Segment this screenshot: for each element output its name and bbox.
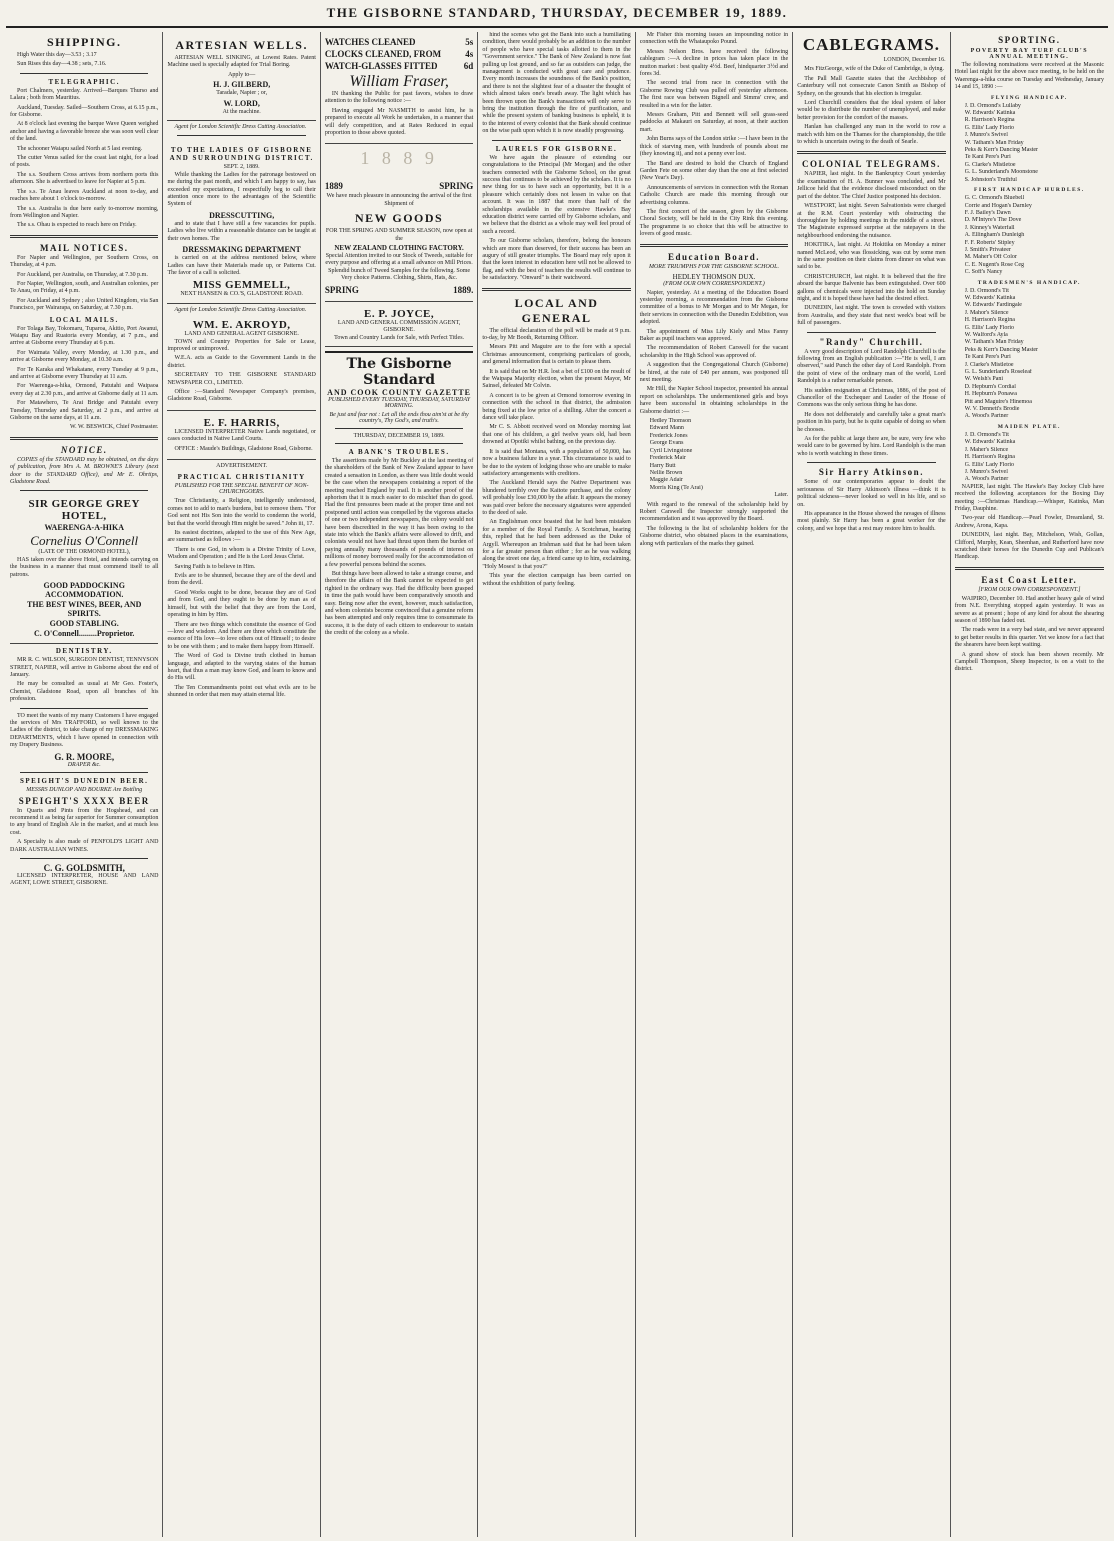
sporting-heading: SPORTING.: [998, 35, 1061, 45]
goldsmith-name: C. G. GOLDSMITH,: [43, 863, 125, 873]
laurels-heading: LAURELS FOR GISBORNE.: [495, 144, 618, 153]
divider: [482, 288, 630, 291]
list-item: J. Munro's Swivel: [964, 468, 1008, 475]
list-item: W. Walford's Ayla: [964, 332, 1008, 338]
column-3: [321, 32, 478, 1537]
article-paragraph: His appearance in the House showed the ravages of illness most plainly. Sir Harry has been a great worker for the colony, and we hope that a rest may restore him to health.: [797, 510, 946, 532]
dateline: LONDON, December 16.: [883, 57, 946, 63]
nomination-list: [965, 432, 1104, 484]
mail-notice: For Waimata Valley, every Monday, at 1.30 p.m., and arrive at Gisborne every Monday, at 10.30 a.m.: [10, 349, 159, 364]
list-item: M. Maher's Off Color: [964, 254, 1017, 261]
list-item: W. V. Dennett's Brodie: [964, 406, 1020, 413]
beer-brand: SPEIGHT'S XXXX BEER: [18, 795, 150, 806]
factory-name: NEW ZEALAND CLOTHING FACTORY.: [334, 244, 464, 253]
akroyd-text: TOWN and Country Properties for Sale or Lease, improved or unimproved.: [167, 338, 316, 352]
list-item: G. Ellis' Lady Florio: [964, 124, 1015, 131]
dressmaking-text: TO meet the wants of my many Customers I have engaged the services of Mrs TRAFFORD, so well known to the Ladies of the district, to take charge of my DRESSMAKING DEPARTMENTS, which I have opened in connection with my Drapery Business.: [10, 712, 159, 749]
article-paragraph: The schooner Waiapu sailed North at 5 last evening.: [17, 145, 143, 152]
lord-subtitle: At the machine.: [222, 108, 261, 115]
list-item: F. F. Roberts' Stipley: [964, 239, 1015, 246]
article-paragraph: Saving Faith is to believe in Him.: [174, 563, 256, 570]
wells-heading: ARTESIAN WELLS.: [175, 38, 308, 52]
list-item: Frederick Jones: [649, 432, 688, 439]
joyce-text: LAND AND GENERAL COMMISSION AGENT, GISBORNE.: [337, 319, 461, 334]
list-item: J. D. Ormond's Tit: [964, 287, 1009, 294]
gilberd-name: H. J. GILBERD,: [213, 80, 271, 90]
list-item: A. Wood's Partner: [964, 413, 1009, 420]
mail-notice: For Napier and Wellington, per Southern Cross, on Thursday, at 4 p.m.: [10, 254, 159, 269]
divider: [20, 708, 148, 709]
list-item: C. Soff's Nancy: [964, 269, 1003, 276]
article-paragraph: The first concert of the season, given by the Gisborne Choral Society, will be held in the City Rink this evening. The programme is so choice that this will be attractive to lovers of good music.: [639, 208, 789, 238]
article-paragraph: A very good description of Lord Randolph Churchill is the following from an English publication :—"He is well, I am observed," said Punch the other day of Lord Randolph. From the point of view of the ordinary man of the world, Lord Randolph is a rather remarkable person.: [797, 348, 946, 385]
dressmaking-dept-text: is carried on at the address mentioned below, where Ladies can have their Materials made up, or Patterns Cut. The favor of a call is solicited.: [167, 255, 316, 276]
divider: [335, 428, 463, 429]
lord-name: W. LORD,: [223, 98, 260, 108]
postmaster-signature: W. W. BESWICK, Chief Postmaster.: [69, 424, 159, 431]
list-item: Cyril Livingstone: [649, 447, 693, 454]
divider: [20, 858, 148, 859]
column-2: [163, 32, 320, 1537]
article-paragraph: The Auckland Herald says the Native Department was blundered terribly over the Kaitote purchase, and the colony will probably lose £30,000 by the affair. It appears the money was paid over before the necessary signatures were appended to the deed of sale.: [482, 480, 631, 516]
publication-days: PUBLISHED EVERY TUESDAY, THURSDAY, SATURDAY MORNING.: [328, 396, 471, 409]
list-item: W. Welsh's Pani: [964, 376, 1004, 383]
akroyd-subtitle: LAND AND GENERAL AGENT GISBORNE.: [184, 331, 299, 338]
list-item: S. Johnston's Truthful: [964, 176, 1017, 183]
list-item: Hedley Thomson: [649, 418, 692, 425]
list-item: Frederick Mair: [649, 455, 686, 462]
article-paragraph: An Englishman once boasted that he had been mistaken for a member of the Royal Family. A Scotchman, hearing this, replied that he had been addressed as the Duke of Argyll. Whereupon an Irishman said that he had been taken for a far greater person than either ; for as he was walking along the street one day, a friend came up to him, exclaiming, "Holy Moses! is that you?": [482, 519, 631, 570]
list-item: George Evans: [649, 440, 684, 447]
colonial-heading: COLONIAL TELEGRAMS.: [801, 159, 941, 170]
article-paragraph: The s.s. Ohau is expected to reach here on Friday.: [17, 222, 137, 229]
ladies-heading: TO THE LADIES OF GISBORNE AND SURROUNDING DISTRICT.: [169, 146, 314, 163]
list-item: Maggie Adair: [649, 477, 683, 484]
turf-club-heading: POVERTY BAY TURF CLUB'S ANNUAL MEETING.: [970, 48, 1089, 60]
nomination-list: [965, 103, 1104, 184]
list-item: Corrie and Hogan's Darnley: [964, 202, 1032, 209]
divider: [807, 332, 935, 333]
education-subtitle: MORE TRIUMPHS FOR THE GISBORNE SCHOOL.: [648, 263, 779, 270]
list-item: W. Edwards' Katinka: [964, 439, 1016, 446]
harris-office: OFFICE : Maude's Buildings, Gladstone Road, Gisborne.: [174, 445, 313, 452]
mail-notice: For Auckland and Sydney ; also United Kingdom, via San Francisco, per Wairarapa, on Saturday, at 7.30 p.m.: [10, 297, 159, 312]
clothing-subtitle: FOR THE SPRING AND SUMMER SEASON, now open at the: [325, 228, 473, 242]
list-item: H. Hepburn's Ponawa: [964, 391, 1017, 398]
list-item: J. Kinney's Waterfall: [964, 224, 1015, 231]
goldsmith-text: LICENSED INTERPRETER, HOUSE AND LAND AGENT, LOWE STREET, GISBORNE.: [10, 873, 159, 887]
article-paragraph: John Burns says of the London strike :—I have been in the thick of starving men, with hundreds of pounds about me (they knowing it), and not a penny ever lost.: [639, 136, 789, 158]
list-item: J. Maher's Silence: [964, 446, 1009, 453]
spring-year: 1889: [324, 181, 343, 192]
column-area: [6, 28, 1108, 1537]
akroyd-name: WM. E. AKROYD,: [192, 319, 291, 332]
hotel-line: THE BEST WINES, BEER, AND SPIRITS.: [27, 600, 142, 619]
page-masthead: THE GISBORNE STANDARD, THURSDAY, DECEMBER 19, 1889.: [6, 0, 1108, 28]
article-paragraph: WAIPIRO, December 10. Had another heavy gale of wind from N.E. Everything stopped again yesterday. It was as severe as at present ; hope of any kind for about the shearing season of 1890 has faded out.: [954, 595, 1105, 624]
mail-notice: For Napier, Wellington, south, and Australian colonies, per Te Anau, on Friday, at 4 p.m.: [10, 280, 159, 295]
gemmell-address: NEXT HANSEN & CO.'S, GLADSTONE ROAD.: [180, 291, 303, 298]
hotel-text: HAS taken over the above Hotel, and intends carrying on the business in a manner that must commend itself to all patrons.: [10, 556, 159, 578]
divider: [20, 73, 148, 74]
article-paragraph: There is one God, in whom is a Divine Trinity of Love, Wisdom and Operation ; and He is the Lord Jesus Christ.: [167, 546, 316, 561]
article-paragraph: The Word of God is Divine truth clothed in human language, and adapted to the varying states of the human heart, that thus a man may know God, and learn to know and do His will.: [167, 653, 316, 682]
article-paragraph: Announcements of services in connection with the Roman Catholic Church are made this morning through our advertising columns.: [639, 184, 789, 206]
spring-word: SPRING: [324, 284, 359, 295]
harris-text: LICENSED INTERPRETER Native Lands negotiated, or cases conducted in Native Land Courts.: [167, 428, 316, 443]
race-heading: TRADESMEN'S HANDICAP.: [977, 279, 1081, 286]
beer-subtitle: MESSRS DUNLOP AND BOURKE Are Bottling: [26, 786, 143, 793]
mail-notice: For Waerenga-a-hika, Ormond, Patutahi and Waipaoa every day at 2.30 p.m., and arrive at Gisborne daily at 11 a.m.: [10, 383, 159, 397]
article-paragraph: It is said that Montana, with a population of 50,000, has now a business failure in a year. This circumstance is said to be due to the system of lodging those who are unable to make satisfactory arrangements with creditors.: [482, 448, 631, 477]
faded-stamp: 1 8 8 9: [360, 148, 438, 169]
list-item: Peks & Kerr's Dancing Master: [964, 147, 1039, 154]
mail-heading: MAIL NOTICES.: [39, 242, 129, 253]
akroyd-secretary: SECRETARY TO THE GISBORNE STANDARD NEWSPAPER CO., LIMITED.: [167, 372, 316, 386]
article-paragraph: The official declaration of the poll will be made at 9 p.m. to-day, by Mr Booth, Returning Officer.: [482, 327, 631, 341]
article-paragraph: The recommendation of Robert Carswell for the vacant scholarship in the High School was approved of.: [639, 345, 789, 359]
notice-text: COPIES of the STANDARD may be obtained, on the days of publication, from Mrs A. M. BROWNE'S Library (next door to the STANDARD Office), and Mr E. Ohrtips, Gladstone Road.: [10, 456, 159, 486]
gilberd-subtitle: Taradale, Napier ; or,: [216, 90, 268, 97]
hotel-owner: Cornelius O'Connell: [30, 533, 139, 549]
hotel-advert: [10, 495, 158, 644]
column-5: [636, 32, 793, 1537]
divider: [797, 151, 945, 154]
article-paragraph: Messrs Graham, Pitt and Bennett will sell grass-seed paddocks at Makauri on Saturday, at noon, at their auction mart.: [639, 112, 789, 133]
column-7: [951, 32, 1108, 1537]
hotel-line: GOOD PADDOCKING ACCOMMODATION.: [43, 581, 125, 600]
sun-line: Sun Rises this day—4.38 ; sets, 7.16.: [17, 61, 107, 68]
list-item: Harry Butt: [649, 462, 676, 469]
price-item: CLOCKS CLEANED, FROM: [324, 49, 442, 59]
clothing-text: Special Attention invited to our Stock of Tweeds, suitable for every purpose and offering at a small advance on Mill Prices. Splendid bunch of Tweed Samples for the following. Some Very choice Patterns. Clothing, Shirts, Hats, &c.: [325, 253, 473, 282]
list-item: Te Kani Pere's Puri: [964, 154, 1011, 161]
article-paragraph: Hanlan has challenged any man in the world to row a match with him on the Thames for the championship, the title to which is uncertain owing to the death of Searle.: [797, 124, 946, 146]
christianity-subtitle: PUBLISHED FOR THE SPECIAL BENEFIT OF NON-CHURCHGOERS.: [174, 483, 309, 496]
dresscutting-advert: [167, 140, 315, 303]
article-paragraph: NAPIER, last night. The Hawke's Bay Jockey Club have received the following acceptances for the Boxing Day meeting :—Christmas Handicap.—Whisper, Katinka, Man Friday, Dauphine.: [954, 483, 1105, 512]
akroyd-office: Office :—Standard Newspaper Company's premises, Gladstone Road, Gisborne.: [167, 388, 316, 403]
price-row: [325, 61, 473, 71]
divider: [177, 135, 305, 136]
fraser-text: IN thanking the Public for past favors, wishes to draw attention to the following notice :—: [324, 91, 474, 105]
list-item: J. D. Ormond's Lullaby: [964, 102, 1021, 109]
cablegrams-heading: CABLEGRAMS.: [802, 35, 940, 54]
article-paragraph: The s.s. Australia is due here early to-morrow morning, from Wellington and Napier.: [10, 205, 159, 219]
article-paragraph: He does not deliberately and carefully take a great man's position in his party, but he is quite capable of doing so when he chooses.: [797, 411, 946, 433]
race-heading: MAIDEN PLATE.: [997, 423, 1061, 430]
list-item: W. Edwards' Katinka: [964, 110, 1016, 117]
mail-notice: For Te Karaka and Whakatane, every Tuesday at 9 p.m., and arrive at Gisborne every Thursday at 11 a.m.: [10, 366, 159, 380]
ladies-date: SEPT. 2, 1889.: [223, 164, 260, 171]
divider: [335, 443, 463, 444]
harris-name: E. F. HARRIS,: [203, 416, 280, 429]
dux-name: HEDLEY THOMSON DUX.: [672, 272, 756, 281]
moore-name: G. R. MOORE,: [54, 751, 115, 762]
scholarship-list: [650, 418, 788, 492]
article-paragraph: HOKITIKA, last night. At Hokitika on Monday a miner named McLeod, who was flossicking, was cut by some men in the same position on their claims from dinner on what was said to be.: [797, 242, 946, 271]
list-item: W. Edwards' Katinka: [964, 294, 1016, 301]
article-paragraph: The second trial from race in connection with the Gisborne Rowing Club was pulled off yesterday afternoon. The first race was between Bignell and Simms' crew, and resulted in a win for the latter.: [639, 80, 789, 109]
article-paragraph: WESTPORT, last night. Seven Salvationists were charged at the R.M. Court yesterday with obstructing the thoroughfare by holding meetings in the middle of a street. The Magistrate expressed surprise at the ratepayers in the neighbourhood endorsing the nuisance.: [797, 203, 946, 239]
price-row: [325, 49, 473, 59]
wells-apply: Apply to—: [228, 71, 256, 78]
divider: [492, 140, 620, 141]
race-heading: FLYING HANDICAP.: [990, 94, 1068, 101]
column-6: [793, 32, 950, 1537]
akroyd-text: W.E.A. acts as Guide to the Government Lands in the district.: [167, 355, 316, 369]
article-paragraph: Some of our contemporaries appear to doubt the seriousness of Sir Harry Atkinson's illness —think it is political sickness—never looked so well in his life, and so on.: [797, 479, 946, 508]
local-mails-heading: LOCAL MAILS.: [49, 315, 119, 324]
education-heading: Education Board.: [667, 251, 760, 262]
christianity-heading: PRACTICAL CHRISTIANITY: [177, 473, 306, 482]
atkinson-heading: Sir Harry Atkinson.: [818, 467, 924, 478]
article-paragraph: Its easiest doctrines, adapted to the use of this New Age, are summarised as follows :—: [167, 530, 316, 544]
article-paragraph: CHRISTCHURCH, last night. It is believed that the fire aboard the barque Balvenie has been extinguished. Over 600 gallons of chemicals were injected into the hold on Sunday night, and it is hoped these have had the desired effect.: [797, 273, 946, 302]
list-item: A. Wood's Partner: [964, 476, 1009, 483]
spring-row: [325, 285, 473, 295]
article-paragraph: Messrs Pitt and Maguire are to the fore with a special Christmas announcement, comprising particulars of goods, and general information that is certain to please them.: [482, 344, 631, 366]
list-item: G. Clarke's Mistletoe: [964, 161, 1016, 168]
article-paragraph: DUNEDIN, last night. Bay, Mitchelson, Wish, Gollan, Clifford, Murphy, Kean, Sheenhan, and Rutherford have now scratched their horses for the Dunedin Cup and Publican's Handicap.: [954, 532, 1105, 561]
dresscutting-title: DRESSCUTTING,: [209, 210, 275, 220]
price-item: WATCHES CLEANED: [324, 37, 416, 47]
correspondent-line: [FROM OUR OWN CORRESPONDENT.]: [978, 586, 1081, 593]
article-paragraph: A suggestion that the Congregational Church (Gisborne) be hired, at the rate of £40 per annum, was postponed till next meeting.: [639, 362, 789, 384]
paper-motto: Be just and fear not : Let all the ends thou aim'st at be thy country's, Thy God's, and truth's.: [329, 411, 469, 424]
article-paragraph: There are two things which constitute the essence of God—love and wisdom. And there are three which constitute the essence of His love—to love others out of Himself ; to desire to be one with them ; and to make them happy from Himself.: [167, 621, 316, 650]
article-paragraph: His sudden resignation at Christmas, 1886, of the post of Chancellor of the Exchequer and Leader of the House of Commons was the only serious thing he has done.: [797, 387, 946, 409]
wells-advert: [167, 32, 315, 121]
article-paragraph: True Christianity, a Religion, intelligently understood, comes not to add to man's burdens, but to remove them. "For God sent not His Son into the world to condemn the world, but that the world through Him might be saved." John iii, 17.: [167, 498, 316, 527]
telegraphic-heading: TELEGRAPHIC.: [48, 77, 120, 86]
watch-advert: [325, 32, 473, 144]
article-paragraph: The s.s. Te Anau leaves Auckland at noon to-day, and reaches here about 1 o'clock to-morrow.: [10, 188, 159, 203]
list-item: H. Harrison's Regina: [964, 317, 1015, 324]
hotel-place: WAERENGA-A-HIKA: [44, 523, 124, 533]
dentist-text: He may be consulted as usual at Mr Geo. Foster's, Chemist, Gladstone Road, upon all branches of his profession.: [10, 681, 159, 703]
article-paragraph: Messrs Nelson Bros. have received the following cablegram :—A decline in prices has taken place in the mutton market : best quality 4½d. Beef, hindquarter 3½d and fores 3d.: [639, 48, 789, 78]
list-item: G. L. Sunderland's Moonstone: [964, 169, 1038, 176]
new-goods-title: NEW GOODS: [354, 211, 444, 226]
price-item: WATCH-GLASSES FITTED: [324, 61, 438, 71]
price-value: 4s: [465, 49, 474, 59]
list-item: Te Kani Pere's Puri: [964, 354, 1011, 361]
hotel-subtitle: (LATE OF THE ORMOND HOTEL),: [38, 549, 131, 556]
article-paragraph: A grand show of stock has been shown recently. Mr Campbell Thompson, Sheep Inspector, is on a visit to the district.: [954, 651, 1105, 673]
list-item: W. Tatham's Man Friday: [964, 139, 1024, 146]
issue-date: THURSDAY, DECEMBER 19, 1889.: [353, 432, 445, 439]
agent-line: Agent for London Scientific Dress Cutting Association.: [174, 124, 307, 131]
article-paragraph: hind the scenes who got the Bank into such a humiliating condition, there would probably be an addition to the number of people who have special tasks allotted to them in the "Government service." The Bank of New Zealand is now fast pulling up lost ground, and so far as outsiders can judge, the management is conducted with great care and prudence. Every month increases the soundness of the Bank's position, and there is not the slightest fear of a disaster the thought of which almost takes one's breath away. The light which has been thrown upon the Bank's transactions will only serve to bring the institution through the fire of purification, and while the present system of banking business is upheld, it is to the interest of every colonist that the Bank should continue on the wise path upon which it is now steadily progressing.: [482, 32, 631, 135]
east-coast-heading: East Coast Letter.: [981, 574, 1078, 585]
article-paragraph: Two-year old Handicap.—Pearl Fowler, Dreamland, St. Andrew, Arona, Kapa.: [954, 515, 1105, 529]
article-paragraph: Port Chalmers, yesterday. Arrived—Barques Thurso and Lalara ; both from Mauritius.: [10, 87, 159, 102]
list-item: J. Mahor's Silence: [964, 309, 1009, 316]
list-item: G. Ellis' Lady Florio: [964, 461, 1015, 468]
article-paragraph: This year the election campaign has been carried on without the exhibition of party feeling.: [482, 573, 631, 587]
article-paragraph: Mr C. S. Abbott received word on Monday morning last that one of his children, a girl twelve years old, had been drowned at Opotiki whilst bathing, on the previous day.: [482, 424, 631, 446]
list-item: J. Clarke's Mistletoe: [964, 361, 1014, 368]
dressmaking-dept-title: DRESSMAKING DEPARTMENT: [182, 245, 301, 255]
mail-notice: For Auckland, per Australia, on Thursday, at 7.30 p.m.: [17, 271, 148, 278]
dentist-text: MR R. C. WILSON, SURGEON DENTIST, TENNYSON STREET, NAPIER, will arrive in Gisborne about the end of January.: [10, 657, 159, 678]
list-item: A. Ellingham's Dunleigh: [964, 232, 1025, 239]
list-item: G. L. Sunderland's Roseleaf: [964, 369, 1032, 376]
dentistry-heading: DENTISTRY.: [55, 647, 113, 656]
article-paragraph: To our Gisborne scholars, therefore, belong the honours which are more than deserved, for their success has been an augury of still greater triumphs. The Board may rely upon it that the keen interest in education here will not be allowed to flag, and with the best of teachers the results will continue to be satisfactory. "Onward" is their watchword.: [482, 238, 631, 282]
harris-advert: [167, 414, 315, 460]
article-paragraph: The following is the list of scholarship holders for the Gisborne district, who obtained places in the examinations, along with particulars of the marks they gained.: [639, 525, 789, 547]
article-paragraph: With regard to the renewal of the scholarship held by Robert Carswell the Inspector strongly supported the recommendation and it was approved by the Board.: [639, 501, 789, 523]
mail-notice: For Tolaga Bay, Tokomaru, Tuparoa, Akitio, Port Awanui, Waiapu Bay and Ruatoria every Monday, at 7 p.m., and arrive at Gisborne every Thursday at 6 p.m.: [10, 325, 159, 347]
joyce-text: Town and Country Lands for Sale, with Perfect Titles.: [334, 334, 465, 341]
local-general-heading: LOCAL AND GENERAL: [514, 295, 599, 325]
list-item: R. Harrison's Regina: [964, 117, 1015, 124]
article-paragraph: But things have been allowed to take a strange course, and therefore the affairs of the Bank cannot be expected to get righted in the ordinary way. Had the difficulty been grasped in time the path would have been comparatively smooth and easy. Being now after the event, however, much satisfaction, and whom colonists become convinced that a genuine reform has been attempted and only requires time to consummate its success, it is the duty of each citizen to endeavour to sustain the credit of the colony as a whole.: [324, 571, 474, 637]
bank-heading: A BANK'S TROUBLES.: [348, 447, 450, 456]
divider: [10, 235, 158, 238]
beer-heading: SPEIGHT'S DUNEDIN BEER.: [19, 776, 149, 785]
gemmell-name: MISS GEMMELL,: [192, 279, 291, 292]
nomination-list: [965, 288, 1104, 421]
moore-subtitle: DRAPER &c.: [67, 761, 101, 768]
list-item: D. Hepburn's Cordial: [964, 383, 1016, 390]
list-item: G. C. Ormond's Bluebell: [964, 195, 1025, 202]
article-paragraph: We have again the pleasure of extending our congratulations to the Principal (Mr Morgan) and the other teachers connected with the Gisborne School, on the great success that continues to be achieved by the scholars. It is no new thing for us to have such an opportunity, but it is a pleasure which certainly does not lessen in value on that account. It was in 1887 that more than half of the scholarships available in the extensive Hawke's Bay education district were carried off by Gisborne scholars, and we believe that the district as a whole may well feel proud of such a record.: [482, 154, 631, 235]
article-paragraph: Good Works ought to be done, because they are of God and from God, and they ought to be done by man as of himself, but with the belief that they are from the Lord, operating in him by Him.: [167, 589, 316, 619]
article-paragraph: The Ten Commandments point out what evils are to be shunned in order that men may attain eternal life.: [167, 684, 316, 699]
correspondent-line: (FROM OUR OWN CORRESPONDENT.): [663, 280, 765, 287]
hotel-name: SIR GEORGE GREY HOTEL,: [28, 498, 140, 523]
article-paragraph: Mr Fisher this morning issues an impounding notice in connection with the Whataupoko Pound.: [639, 32, 789, 46]
notice-heading: NOTICE.: [60, 444, 108, 455]
ladies-text: While thanking the Ladies for the patronage bestowed on me during the past month, and which I am happy to say, has exceeded my expectations, I respectfully beg to call their attention once more to the advantages of the Scientific System of: [167, 171, 316, 208]
list-item: J. Munro's Swivel: [964, 132, 1008, 139]
divider: [807, 462, 935, 463]
article-paragraph: It is said that on Mr H.R. lost a bet of £100 on the result of the Waipapa Majority election, when the present Mayor, Mr Sainsel, defeated Mr Colvin.: [482, 368, 631, 390]
list-item: G. Ellis' Lady Florio: [964, 324, 1015, 331]
divider: [640, 244, 788, 247]
joyce-name: E. P. JOYCE,: [364, 307, 435, 320]
column-1: [6, 32, 163, 1537]
beer-text: A Specialty is also made of PENFOLD'S LIGHT AND DARK AUSTRALIAN WINES.: [10, 839, 159, 853]
fraser-name: William Fraser,: [349, 73, 449, 90]
article-paragraph: A concert is to be given at Ormond tomorrow evening in connection with the school in that district, the admission being fixed at the low price of a shilling. After the concert a dance will take place.: [482, 392, 631, 422]
hotel-proprietor: C. O'Connell.........Proprietor.: [33, 629, 135, 639]
later-label: Later.: [774, 492, 789, 499]
price-value: 5s: [465, 37, 474, 47]
list-item: Morris King (Te Arai): [649, 484, 703, 491]
clothing-intro: We have much pleasure in announcing the arrival of the first Shipment of: [326, 193, 472, 207]
article-paragraph: DUNEDIN, last night. The town is crowded with visitors from Australia, and they state that next week's boat will be full of passengers.: [797, 305, 946, 327]
list-item: Pitt and Maguire's Hinemoa: [964, 398, 1032, 405]
list-item: F. J. Bailey's Dawn: [964, 209, 1011, 216]
list-item: Edward Mann: [649, 425, 684, 432]
clothing-advert: [325, 176, 473, 301]
divider: [20, 772, 148, 773]
list-item: J. D. Ormond's Tit: [964, 431, 1009, 438]
article-paragraph: The Pall Mall Gazette states that the Archbishop of Canterbury will not consecrate Canon Smith as Bishop of Sydney, on the grounds that his election is irregular.: [797, 75, 946, 97]
list-item: J. Smith's Privateer: [964, 246, 1011, 253]
paper-title: The Gisborne Standard: [325, 351, 473, 388]
article-paragraph: Evils are to be shunned, because they are of the devil and from the devil.: [167, 573, 316, 587]
dresscutting-text: and to state that I have still a few vacancies for pupils. Ladies who live within a reasonable distance can be taught at their own homes. The: [167, 220, 316, 242]
advertisement-label: ADVERTISEMENT.: [216, 463, 268, 469]
price-value: 6d: [463, 61, 474, 71]
article-paragraph: The following nominations were received at the Masonic Hotel last night for the above race meeting, to be held on the Waerenga-a-hika course on Tuesday and Wednesday, January 14 and 15, 1890 :—: [954, 62, 1105, 91]
shipping-heading: SHIPPING.: [46, 35, 122, 49]
randy-heading: "Randy" Churchill.: [819, 336, 924, 347]
list-item: D. M'Intyre's The Dove: [964, 217, 1022, 224]
list-item: C. E. Nugent's Rose Ceg: [964, 261, 1025, 268]
paper-subtitle: AND COOK COUNTY GAZETTE: [327, 387, 471, 397]
article-paragraph: The s.s. Southern Cross arrives from northern ports this afternoon. She is advertised to leave for Napier at 5 p.m.: [10, 171, 159, 186]
article-paragraph: Mrs FitzGeorge, wife of the Duke of Cambridge, is dying.: [804, 66, 945, 73]
article-paragraph: As for the public at large there are, be sure, very few who would care to be governed by him. Lord Randolph is the man who is worth watching in these times.: [797, 436, 946, 457]
article-paragraph: Napier, yesterday. At a meeting of the Education Board yesterday morning, a recommendation from the Gisborne committee of a bonus to Mr Morgan and to Mr Megan, for their services in connection with the Dunedin Exhibition, was adopted.: [639, 289, 789, 326]
wells-text: ARTESIAN WELL SINKING, at Lowest Rates. Patent Machine used is specially adapted for Trial Boring.: [167, 55, 316, 69]
divider: [10, 437, 158, 440]
tide-line: High Water this day—3.53 ; 3.17: [17, 52, 97, 58]
list-item: Peks & Kerr's Dancing Master: [964, 346, 1039, 353]
nomination-list: [965, 195, 1104, 276]
joyce-advert: [325, 305, 473, 347]
article-paragraph: Mr Hill, the Napier School inspector, presented his annual report on scholarships. The undermentioned girls and boys have been successful in obtaining scholarships in the Gisborne district :—: [639, 386, 789, 415]
article-paragraph: NAPIER, last night. In the Bankruptcy Court yesterday the examination of H. A. Bunner was concluded, and Mr Jellicoe held that the evidence disclosed misconduct on the part of the debtor. The Chief Justice postponed his decision.: [797, 171, 946, 200]
list-item: H. Harrison's Regina: [964, 454, 1015, 461]
beer-text: In Quarts and Pints from the Hogshead, and can recommend it as being far superior for Summer consumption to any brand of English Ale in the market, and at much less cost.: [10, 807, 159, 836]
agent-line: Agent for London Scientific Dress Cutting Association.: [174, 306, 307, 313]
spring-year: 1889.: [453, 284, 474, 295]
list-item: W. Tatham's Man Friday: [964, 339, 1024, 346]
spring-row: [325, 181, 473, 191]
fraser-text: Having engaged Mr NASMITH to assist him, he is prepared to execute all Work he undertakes, in a manner that will defy competition, and at Rates Reduced in equal proportion to those above quoted.: [324, 107, 474, 137]
divider: [20, 490, 148, 491]
article-paragraph: Auckland, Tuesday. Sailed—Southern Cross, at 6.15 p.m., for Gisborne.: [10, 104, 159, 119]
article-paragraph: The assertions made by Mr Buckley at the last meeting of the shareholders of the Bank of New Zealand appear to have created a sensation in London, as there was little doubt would be the case when the newspapers containing a report of the meeting reached England by mail. It is another proof of the aphorism that it is much easier to do mischief than do good. Had the first pressures been made at the proper time and not postponed until action was compelled by the vigorous attacks of one or two independent newspapers, the colony would not have been discredited in the way it has been owing to the state into which the Bank's affairs were allowed to drift, and colonists would not have had thrust upon them the burden of paying annually many thousands of pounds of interest on millions of money borrowed really for the accommodation of a few powerful persons behind the scenes.: [324, 457, 474, 568]
spring-word: SPRING: [439, 181, 474, 192]
column-4: [478, 32, 635, 1537]
article-paragraph: The Band are desired to hold the Church of England Garden Fete on some other day than the one at first selected (New Year's Day).: [639, 160, 789, 182]
article-paragraph: At 8 o'clock last evening the barque Wave Queen weighed anchor and having a favorable breeze she was soon well clear of the land.: [10, 121, 159, 143]
article-paragraph: The roads were in a very bad state, and we never appeared to get better results in this quarter. Yet we know for a fact that the shearers have been kept waiting.: [954, 627, 1105, 649]
list-item: W. Edwards' Fardingale: [964, 302, 1022, 309]
akroyd-advert: [167, 316, 315, 411]
race-heading: FIRST HANDICAP HURDLES.: [974, 187, 1085, 194]
article-paragraph: The cutter Venus sailed for the coast last night, for a load of posts.: [10, 155, 159, 169]
article-paragraph: The appointment of Miss Lily Kiely and Miss Fanny Baker as pupil teachers was approved.: [639, 328, 789, 342]
price-row: [325, 37, 473, 47]
article-paragraph: Lord Churchill considers that the ideal system of labor would be to distribute the number of unemployed, and make better provision for the comfort of the masses.: [797, 100, 946, 121]
divider: [955, 567, 1104, 570]
mail-notice: For Matawhero, Te Arai Bridge and Patutahi every Tuesday, Thursday and Saturday, at 2 p.m., and arrive at Gisborne on the same days, at 11 a.m.: [10, 400, 159, 422]
list-item: Nellie Brown: [649, 469, 683, 476]
hotel-line: GOOD STABLING.: [49, 619, 119, 629]
